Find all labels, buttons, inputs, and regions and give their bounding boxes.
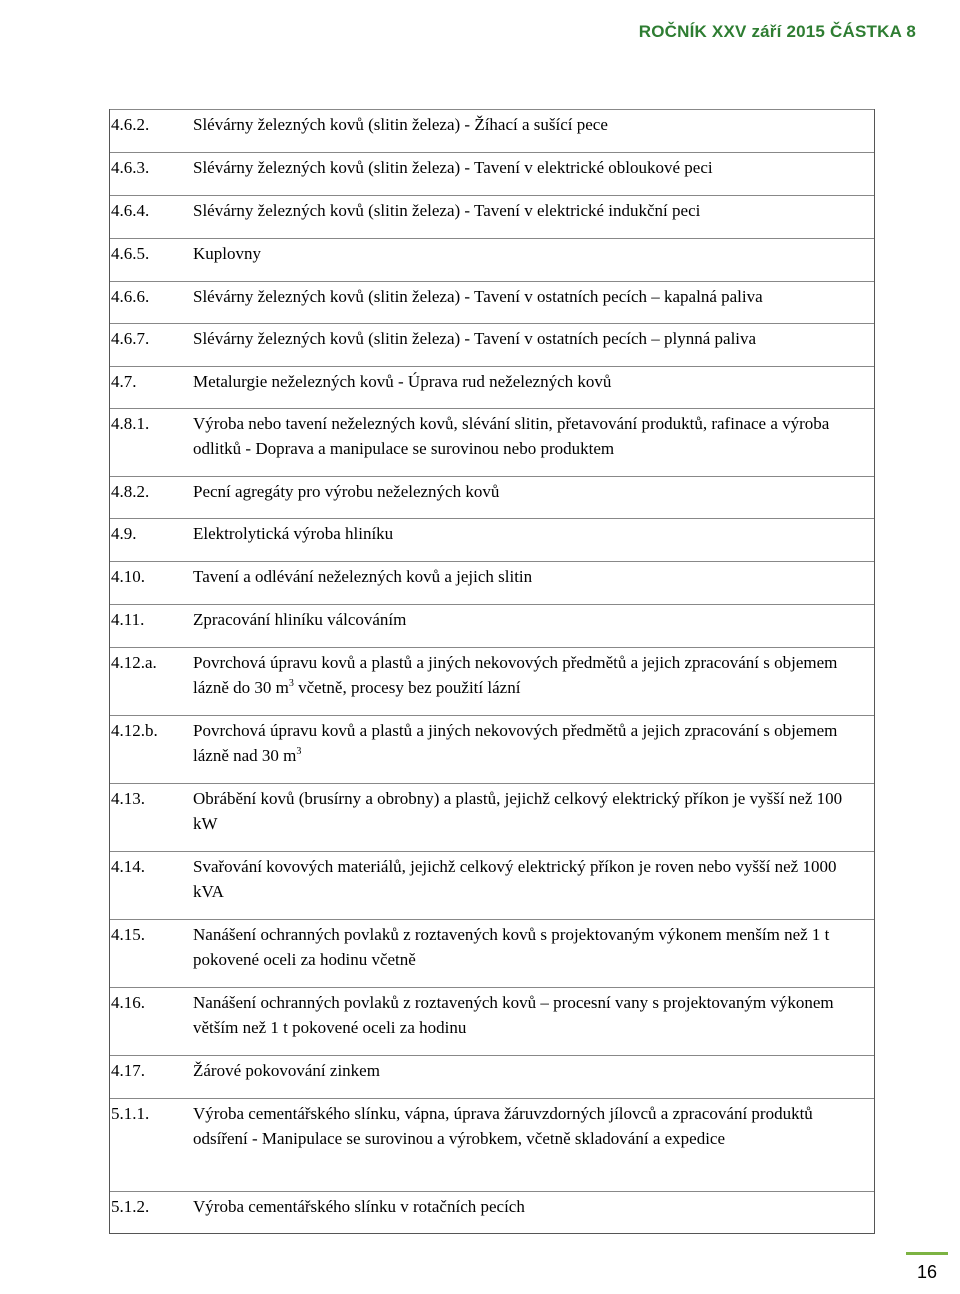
row-code: 4.8.2. xyxy=(111,482,150,501)
row-code: 4.15. xyxy=(111,925,145,944)
row-text xyxy=(193,650,874,715)
row-code: 4.8.1. xyxy=(111,414,150,433)
row-code: 4.11. xyxy=(111,610,145,629)
row-text: Tavení a odlévání neželezných kovů a jejich slitin xyxy=(193,567,533,586)
table-row xyxy=(110,715,874,783)
row-text: Metalurgie neželezných kovů - Úprava rud neželezných kovů xyxy=(193,372,612,391)
row-code: 4.7. xyxy=(111,372,137,391)
table-row xyxy=(110,561,874,604)
row-text: Svařování kovových materiálů, jejichž celkový elektrický příkon je roven nebo vyšší než 1000 kVA xyxy=(193,857,837,901)
superscript: 3 xyxy=(296,746,302,757)
table-row xyxy=(110,851,874,919)
table-row xyxy=(110,109,874,152)
table-row xyxy=(110,281,874,323)
row-text: Obrábění kovů (brusírny a obrobny) a plastů, jejichž celkový elektrický příkon je vyšší než 100 kW xyxy=(193,789,843,833)
row-text: Slévárny železných kovů (slitin železa) - Tavení v ostatních pecích – kapalná paliva xyxy=(193,287,763,306)
table-row xyxy=(110,604,874,647)
table-row xyxy=(110,408,874,476)
row-code: 4.13. xyxy=(111,789,145,808)
row-code: 4.6.7. xyxy=(111,329,150,348)
table-row xyxy=(110,1098,874,1191)
row-code: 4.9. xyxy=(111,524,137,543)
page-number: 16 xyxy=(906,1252,948,1288)
row-code: 4.6.2. xyxy=(111,115,150,134)
row-code: 4.12.a. xyxy=(111,653,157,672)
table-row xyxy=(110,366,874,408)
row-text-main: Povrchová úpravu kovů a plastů a jiných nekovových předmětů a jejich zpracování s objemem lázně do 30 m xyxy=(193,653,838,697)
row-text: Výroba nebo tavení neželezných kovů, slévání slitin, přetavování produktů, rafinace a výroba odlitků - Doprava a manipulace se surovinou nebo produktem xyxy=(193,414,830,458)
row-text: Slévárny železných kovů (slitin železa) - Žíhací a sušící pece xyxy=(193,115,608,134)
row-code: 4.6.3. xyxy=(111,158,150,177)
table-row xyxy=(110,987,874,1055)
row-text: Výroba cementářského slínku, vápna, úprava žáruvzdorných jílovců a zpracování produktů odsíření - Manipulace se surovinou a výrobkem, včetně skladování a expedice xyxy=(193,1104,813,1148)
row-text-main: Povrchová úpravu kovů a plastů a jiných nekovových předmětů a jejich zpracování s objemem lázně nad 30 m xyxy=(193,721,838,765)
table-row xyxy=(110,476,874,518)
row-text: Nanášení ochranných povlaků z roztavených kovů – procesní vany s projektovaným výkonem větším než 1 t pokovené oceli za hodinu xyxy=(193,993,834,1037)
table-row xyxy=(110,152,874,195)
table-row xyxy=(110,518,874,561)
row-code: 5.1.2. xyxy=(111,1197,150,1216)
row-code: 4.6.6. xyxy=(111,287,150,306)
table-row xyxy=(110,919,874,987)
issue-header: ROČNÍK XXV září 2015 ČÁSTKA 8 xyxy=(638,22,916,41)
row-text: Zpracování hliníku válcováním xyxy=(193,610,407,629)
row-text: Slévárny železných kovů (slitin železa) - Tavení v elektrické indukční peci xyxy=(193,201,701,220)
category-table xyxy=(109,109,875,1234)
row-text: Pecní agregáty pro výrobu neželezných kovů xyxy=(193,482,500,501)
table-row xyxy=(110,238,874,281)
table-row xyxy=(110,647,874,715)
row-text: Nanášení ochranných povlaků z roztavených kovů s projektovaným výkonem menším než 1 t pokovené oceli za hodinu včetně xyxy=(193,925,830,969)
superscript: 3 xyxy=(288,678,294,689)
row-code: 4.12.b. xyxy=(111,721,158,740)
row-code: 4.6.5. xyxy=(111,244,150,263)
table-row xyxy=(110,195,874,238)
row-text-tail: včetně, procesy bez použití lázní xyxy=(293,678,521,697)
row-code: 4.10. xyxy=(111,567,145,586)
table-row xyxy=(110,783,874,851)
row-text: Slévárny železných kovů (slitin železa) - Tavení v elektrické obloukové peci xyxy=(193,158,713,177)
row-code: 4.6.4. xyxy=(111,201,150,220)
table-row xyxy=(110,323,874,366)
row-text: Žárové pokovování zinkem xyxy=(193,1061,380,1080)
table-row xyxy=(110,1055,874,1098)
row-code: 4.16. xyxy=(111,993,145,1012)
row-text: Slévárny železných kovů (slitin železa) - Tavení v ostatních pecích – plynná paliva xyxy=(193,329,757,348)
row-text: Výroba cementářského slínku v rotačních pecích xyxy=(193,1197,525,1216)
row-text: Kuplovny xyxy=(193,244,261,263)
row-code: 4.14. xyxy=(111,857,145,876)
row-code: 4.17. xyxy=(111,1061,145,1080)
table-row xyxy=(110,1191,874,1233)
row-code: 5.1.1. xyxy=(111,1104,150,1123)
row-text xyxy=(193,718,874,783)
row-text: Elektrolytická výroba hliníku xyxy=(193,524,394,543)
